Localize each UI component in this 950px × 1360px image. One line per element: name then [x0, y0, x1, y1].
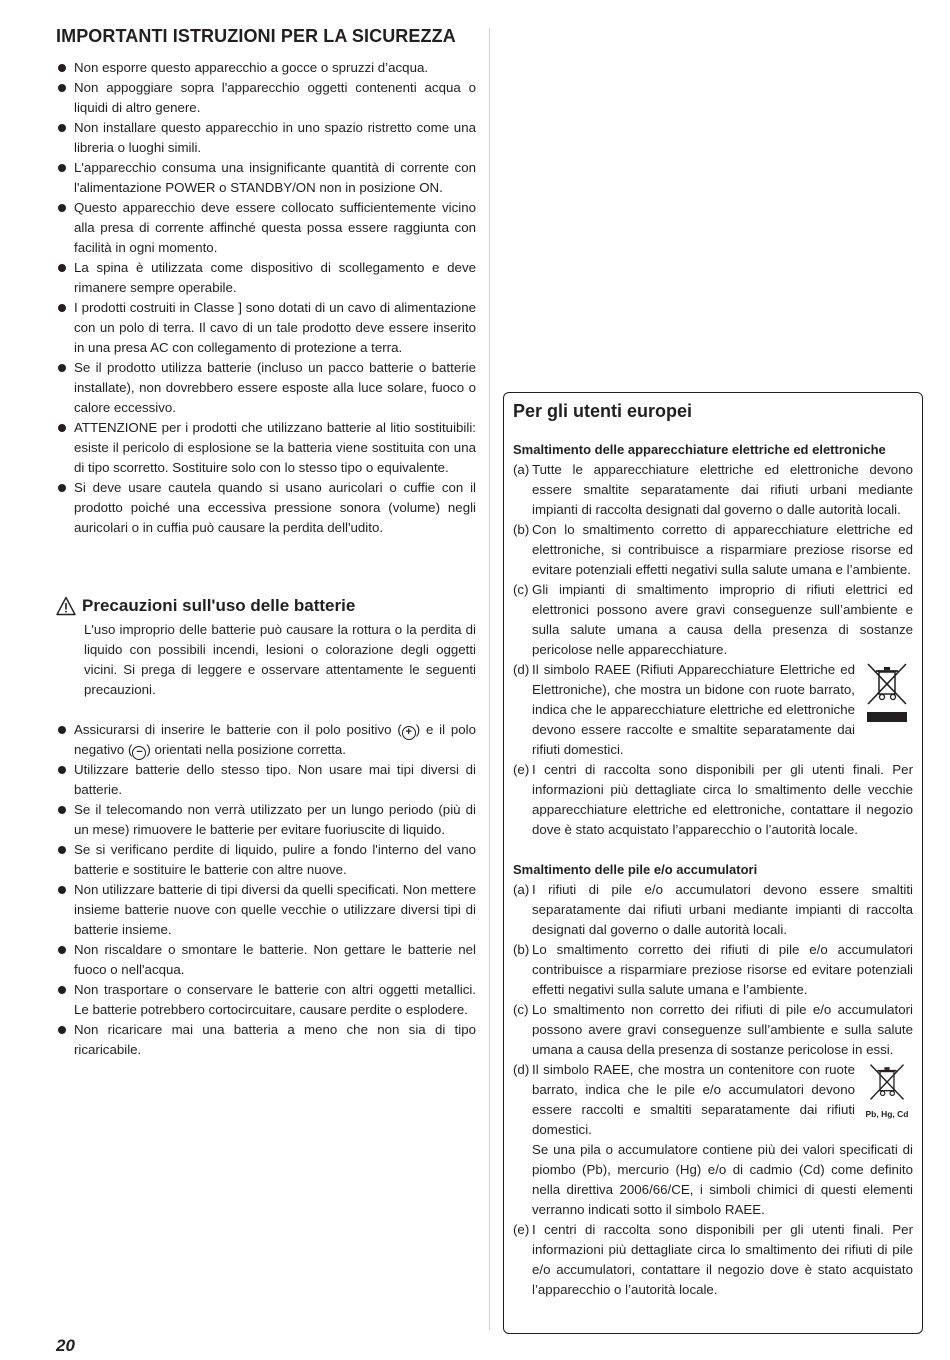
- page-title: IMPORTANTI ISTRUZIONI PER LA SICUREZZA: [56, 26, 456, 46]
- list-item: Si deve usare cautela quando si usano auricolari o cuffie con il prodotto poiché una eccessiva pressione sonora (volume) negli auricolari o in cuffia può causare la perdita dell'udito.: [56, 478, 476, 538]
- item-text: Il simbolo RAEE (Rifiuti Apparecchiature Elettriche ed Elettroniche), che mostra un bidone con ruote barrato, indica che le apparecchiature elettriche ed elettroniche devono essere raccolte e smaltite separatamente dai rifiuti domestici.: [532, 662, 855, 757]
- item-text: I rifiuti di pile e/o accumulatori devono essere smaltiti separatamente dai rifiuti urbani mediante impianti di raccolta designati dal governo o dalle autorità locali.: [532, 882, 913, 937]
- item-label: (e): [513, 762, 530, 777]
- list-item: [56, 720, 476, 760]
- item-label: (a): [513, 882, 530, 897]
- item-text: Il simbolo RAEE, che mostra un contenitore con ruote barrato, indica che le pile e/o accumulatori devono essere raccolti e smaltiti separatamente dai rifiuti domestici.: [532, 1062, 855, 1137]
- battery-section-heading: [56, 596, 476, 616]
- list-item: Non utilizzare batterie di tipi diversi da quelli specificati. Non mettere insieme batterie nuove con quelle vecchie o utilizzare diversi tipi di batterie insieme.: [56, 880, 476, 940]
- polarity-text-c: ) orientati nella posizione corretta.: [146, 742, 346, 757]
- item-label: (c): [513, 1002, 529, 1017]
- item-text: I centri di raccolta sono disponibili per gli utenti finali. Per informazioni più dettagliate circa lo smaltimento dei rifiuti di pile e/o accumulatori, contattare il negozio dove è stato acquistato l’apparecchio o l’autorità locale.: [532, 1222, 913, 1297]
- warning-icon: [56, 596, 76, 616]
- european-users-box: [503, 392, 923, 1334]
- weee-symbol: [861, 660, 913, 722]
- battery-precautions-list: [56, 720, 476, 1060]
- list-item: Se si verificano perdite di liquido, pulire a fondo l'interno del vano batterie e sostituire le batterie con altre nuove.: [56, 840, 476, 880]
- item-label: (a): [513, 462, 530, 477]
- item-text: Lo smaltimento non corretto dei rifiuti di pile e/o accumulatori possono avere gravi conseguenze sull’ambiente e sulla salute umana a causa della presenza di sostanze pericolose in essi.: [532, 1002, 913, 1057]
- weee-heading: Smaltimento delle apparecchiature elettriche ed elettroniche: [513, 442, 886, 457]
- list-item: [513, 940, 913, 1000]
- list-item: [513, 1220, 913, 1300]
- plus-symbol-icon: +: [402, 726, 416, 740]
- page-number: 20: [56, 1336, 75, 1355]
- crossed-bin-icon: [864, 660, 910, 708]
- list-item: [513, 580, 913, 660]
- eu-box-title: Per gli utenti europei: [513, 401, 693, 421]
- battery-intro: L'uso improprio delle batterie può causare la rottura o la perdita di liquido con possibili incendi, lesioni o colorazione degli oggetti vicini. Si prega di leggere e osservare attentamente le seguenti precauzioni.: [84, 622, 476, 697]
- list-item: [513, 520, 913, 580]
- list-item: La spina è utilizzata come dispositivo di scollegamento e deve rimanere sempre operabile.: [56, 258, 476, 298]
- list-item: Non trasportare o conservare le batterie con altri oggetti metallici. Le batterie potrebbero cortocircuitare, causare perdite o esplodere.: [56, 980, 476, 1020]
- weee-bar: [867, 712, 907, 722]
- battery-weee-symbol: [861, 1060, 913, 1124]
- battery-section-title: Precauzioni sull'uso delle batterie: [82, 596, 356, 615]
- item-label: (b): [513, 522, 530, 537]
- column-divider: [489, 28, 490, 1330]
- list-item: Non ricaricare mai una batteria a meno che non sia di tipo ricaricabile.: [56, 1020, 476, 1060]
- chemical-symbols-label: Pb, Hg, Cd: [865, 1109, 909, 1119]
- safety-list: [56, 58, 476, 538]
- item-text: Con lo smaltimento corretto di apparecchiature elettriche ed elettroniche, si contribuisce a risparmiare preziose risorse ed evitare potenziali effetti negativi sulla salute umana e l’ambiente.: [532, 522, 913, 577]
- list-item: Se il prodotto utilizza batterie (incluso un pacco batterie o batterie installate), non dovrebbero essere esposte alla luce solare, fuoco o calore eccessivo.: [56, 358, 476, 418]
- list-item: I prodotti costruiti in Classe ] sono dotati di un cavo di alimentazione con un polo di terra. Il cavo di un tale prodotto deve essere inserito in una presa AC con collegamento di protezione a terra.: [56, 298, 476, 358]
- item-text: Gli impianti di smaltimento improprio di rifiuti elettrici ed elettronici possono avere gravi conseguenze sull’ambiente e sulla salute umana a causa della presenza di sostanze pericolose nelle apparecchiature.: [532, 582, 913, 657]
- list-item: Non esporre questo apparecchio a gocce o spruzzi d’acqua.: [56, 58, 476, 78]
- list-item: Non riscaldare o smontare le batterie. Non gettare le batterie nel fuoco o nell'acqua.: [56, 940, 476, 980]
- list-item: L'apparecchio consuma una insignificante quantità di corrente con l'alimentazione POWER o STANDBY/ON non in posizione ON.: [56, 158, 476, 198]
- item-text: I centri di raccolta sono disponibili per gli utenti finali. Per informazioni più dettagliate circa lo smaltimento delle vecchie apparecchiature elettriche ed elettroniche, contattare il negozio dove è stato acquistato l’apparecchio o l’autorità locale.: [532, 762, 913, 837]
- item-label: (d): [513, 662, 530, 677]
- battery-disposal-list: [513, 880, 913, 1300]
- list-item: [513, 460, 913, 520]
- list-item: [513, 1060, 913, 1220]
- item-label: (d): [513, 1062, 530, 1077]
- item-text: Tutte le apparecchiature elettriche ed elettroniche devono essere smaltite separatamente dai rifiuti urbani mediante impianti di raccolta designati dal governo o dalle autorità locali.: [532, 462, 913, 517]
- list-item: Questo apparecchio deve essere collocato sufficientemente vicino alla presa di corrente affinché questa possa essere raggiunta con facilità in ogni momento.: [56, 198, 476, 258]
- list-item: [513, 660, 913, 760]
- polarity-text-b: ) e il polo negativo (: [74, 722, 476, 757]
- item-text: Lo smaltimento corretto dei rifiuti di pile e/o accumulatori contribuisce a risparmiare preziose risorse ed evitare potenziali effetti negativi sulla salute umana e l’ambiente.: [532, 942, 913, 997]
- list-item: [513, 880, 913, 940]
- item-label: (e): [513, 1222, 530, 1237]
- list-item: Utilizzare batterie dello stesso tipo. Non usare mai tipi diversi di batterie.: [56, 760, 476, 800]
- polarity-text-a: Assicurarsi di inserire le batterie con il polo positivo (: [74, 722, 402, 737]
- item-label: (c): [513, 582, 529, 597]
- weee-list: [513, 460, 913, 840]
- battery-disposal-heading: Smaltimento delle pile e/o accumulatori: [513, 862, 758, 877]
- list-item: [513, 1000, 913, 1060]
- crossed-bin-icon: [867, 1060, 907, 1104]
- item-label: (b): [513, 942, 530, 957]
- list-item: Non appoggiare sopra l'apparecchio oggetti contenenti acqua o liquidi di altro genere.: [56, 78, 476, 118]
- list-item: Se il telecomando non verrà utilizzato per un lungo periodo (più di un mese) rimuovere le batterie per evitare fuoriuscite di liquido.: [56, 800, 476, 840]
- list-item: ATTENZIONE per i prodotti che utilizzano batterie al litio sostituibili: esiste il pericolo di esplosione se la batteria viene sostituita con una di tipo scorretto. Sostituire solo con lo stesso tipo o equivalente.: [56, 418, 476, 478]
- list-item: [513, 760, 913, 840]
- minus-symbol-icon: −: [132, 746, 146, 760]
- list-item: Non installare questo apparecchio in uno spazio ristretto come una libreria o luoghi simili.: [56, 118, 476, 158]
- item-extra-text: Se una pila o accumulatore contiene più dei valori specificati di piombo (Pb), mercurio (Hg) e/o di cadmio (Cd) come definito nella direttiva 2006/66/CE, i simboli chimici di questi elementi verranno indicati sotto il simbolo RAEE.: [532, 1142, 913, 1217]
